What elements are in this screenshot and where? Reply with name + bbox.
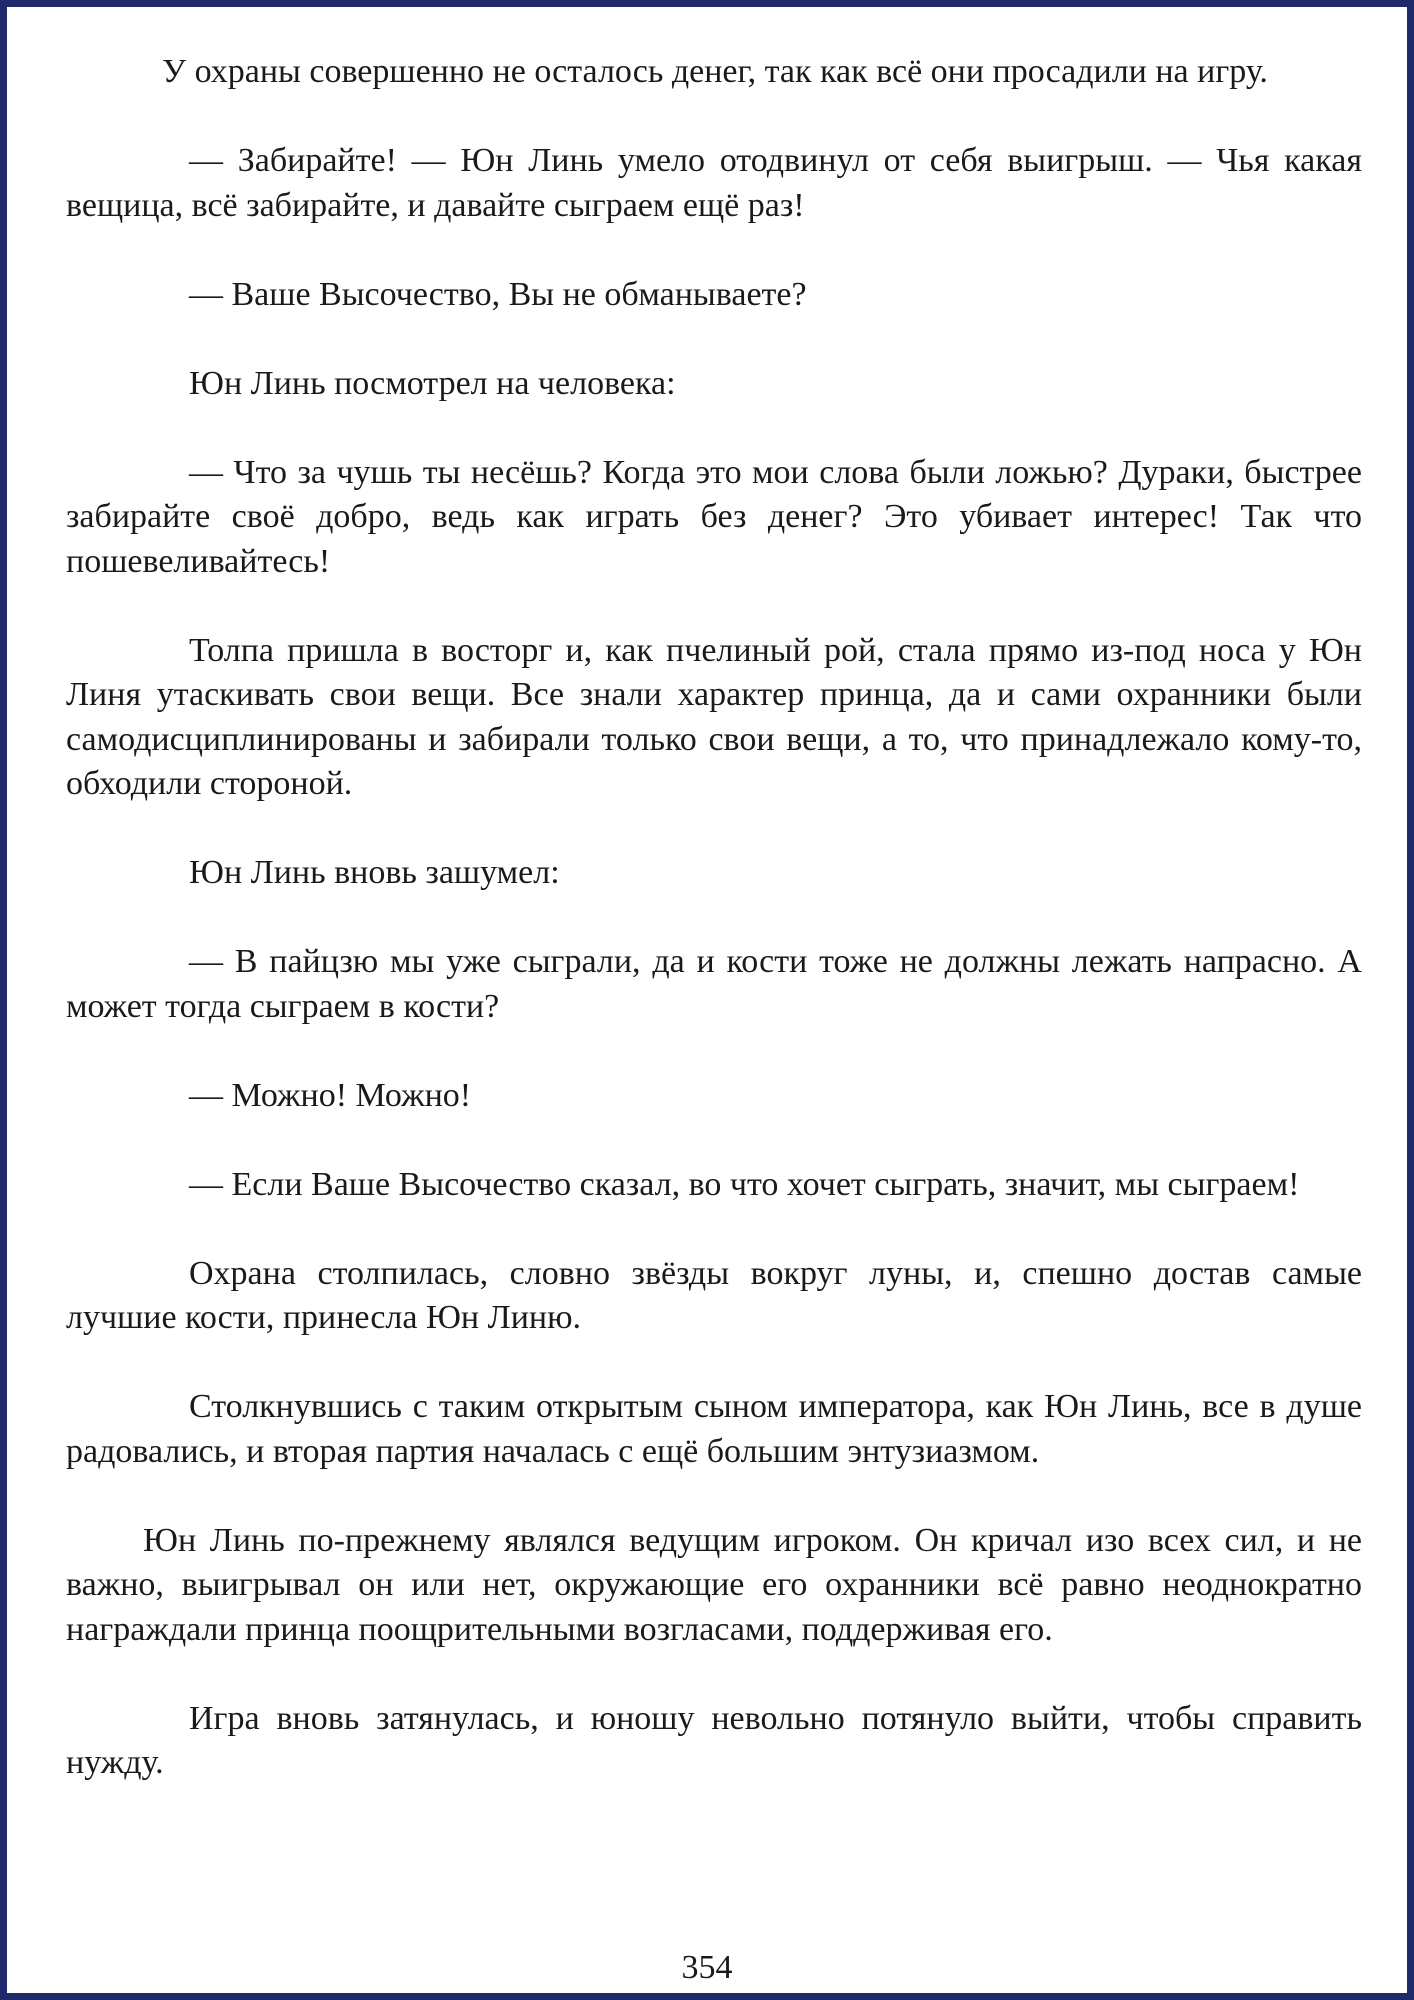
paragraph: — Ваше Высочество, Вы не обманываете?	[189, 275, 807, 313]
paragraph: У охраны совершенно не осталось денег, так как всё они просадили на игру.	[162, 53, 1268, 90]
paragraph: Толпа пришла в восторг и, как пчелиный рой, стала прямо из-под носа у Юн Линя утаскивать свои вещи. Все знали характер принца, да и сами охранники были самодисциплинированы и забирали только свои вещи, а то, что принадлежало кому-то, обходили стороной.	[66, 631, 1362, 802]
paragraph: — Можно! Можно!	[189, 1076, 472, 1114]
paragraph: Игра вновь затянулась, и юношу невольно потянуло выйти, чтобы справить нужду.	[66, 1699, 1362, 1781]
document-body	[66, 50, 1362, 1830]
paragraph: — Если Ваше Высочество сказал, во что хочет сыграть, значит, мы сыграем!	[189, 1165, 1300, 1203]
paragraph: — Что за чушь ты несёшь? Когда это мои слова были ложью? Дураки, быстрее забирайте своё добро, ведь как играть без денег? Это убивает интерес! Так что пошевеливайтесь!	[66, 453, 1362, 580]
paragraph: Юн Линь вновь зашумел:	[189, 854, 560, 891]
paragraph: — Забирайте! — Юн Линь умело отодвинул от себя выигрыш. — Чья какая вещица, всё забирайте, и давайте сыграем ещё раз!	[66, 142, 1362, 224]
paragraph: — В пайцзю мы уже сыграли, да и кости тоже не должны лежать напрасно. А может тогда сыграем в кости?	[66, 943, 1362, 1025]
paragraph: Юн Линь посмотрел на человека:	[189, 364, 676, 402]
paragraph: Юн Линь по-прежнему являлся ведущим игроком. Он кричал изо всех сил, и не важно, выигрывал он или нет, окружающие его охранники всё равно неоднократно награждали принца поощрительными возгласами, поддерживая его.	[66, 1521, 1362, 1648]
page-number: 354	[681, 1949, 733, 1986]
paragraph: Охрана столпилась, словно звёзды вокруг луны, и, спешно достав самые лучшие кости, принесла Юн Линю.	[66, 1254, 1362, 1336]
paragraph: Столкнувшись с таким открытым сыном императора, как Юн Линь, все в душе радовались, и вторая партия началась с ещё большим энтузиазмом.	[66, 1388, 1362, 1470]
